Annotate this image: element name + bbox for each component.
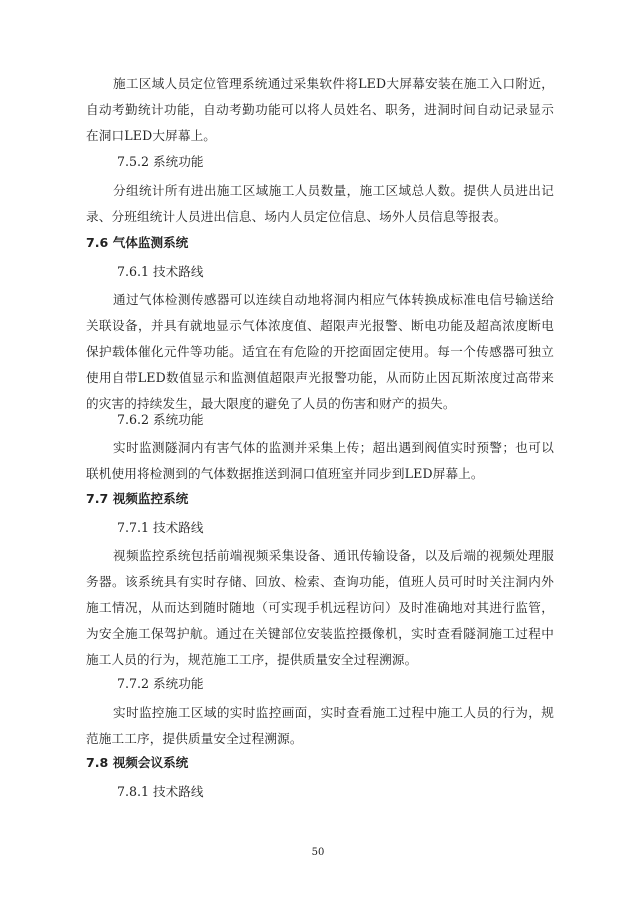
paragraph-7-7-1-technical: 视频监控系统包括前端视频采集设备、通讯传输设备，以及后端的视频处理服务器。该系统具有实时存储、回放、检索、查询功能，值班人员可时时关注洞内外施工情况，从而达到随时随地（可实现手机远程访问）及时准确地对其进行监管，为安全施工保驾护航。通过在关键部位安装监控摄像机，实时查看隧洞施工过程中施工人员的行为，规范施工工序，提供质量安全过程溯源。	[86, 548, 554, 667]
section-7-6: 7.6 气体监测系统	[86, 235, 189, 250]
paragraph-personnel-positioning: 施工区域人员定位管理系统通过采集软件将LED大屏幕安装在施工入口附近，自动考勤统计功能，自动考勤功能可以将人员姓名、职务，进洞时间自动记录显示在洞口LED大屏幕上。	[86, 76, 554, 143]
section-7-7: 7.7 视频监控系统	[86, 491, 189, 506]
paragraph-7-6-1-technical: 通过气体检测传感器可以连续自动地将洞内相应气体转换成标准电信号输送给关联设备，并具有就地显示气体浓度值、超限声光报警、断电功能及超高浓度断电保护载体催化元件等功能。适宜在有危险的开挖面固定使用。每一个传感器可独立使用自带LED数值显示和监测值超限声光报警功能，从而防止因瓦斯浓度过高带来的灾害的持续发生，最大限度的避免了人员的伤害和财产的损失。	[86, 292, 554, 411]
paragraph-7-5-2-function: 分组统计所有进出施工区域施工人员数量，施工区域总人数。提供人员进出记录、分班组统计人员进出信息、场内人员定位信息、场外人员信息等报表。	[86, 183, 554, 224]
section-7-8: 7.8 视频会议系统	[86, 755, 189, 770]
subsection-7-7-1: 7.7.1 技术路线	[117, 520, 204, 535]
subsection-7-8-1: 7.8.1 技术路线	[117, 784, 204, 799]
subsection-7-7-2: 7.7.2 系统功能	[117, 676, 204, 691]
paragraph-7-7-2-function: 实时监控施工区域的实时监控画面，实时查看施工过程中施工人员的行为，规范施工工序，提供质量安全过程溯源。	[86, 705, 554, 746]
page-number: 50	[311, 847, 325, 858]
subsection-7-5-2: 7.5.2 系统功能	[117, 154, 204, 169]
subsection-7-6-2: 7.6.2 系统功能	[117, 412, 204, 427]
paragraph-7-6-2-function: 实时监测隧洞内有害气体的监测并采集上传；超出遇到阀值实时预警；也可以联机使用将检测到的气体数据推送到洞口值班室并同步到LED屏幕上。	[86, 440, 554, 481]
subsection-7-6-1: 7.6.1 技术路线	[117, 264, 204, 279]
